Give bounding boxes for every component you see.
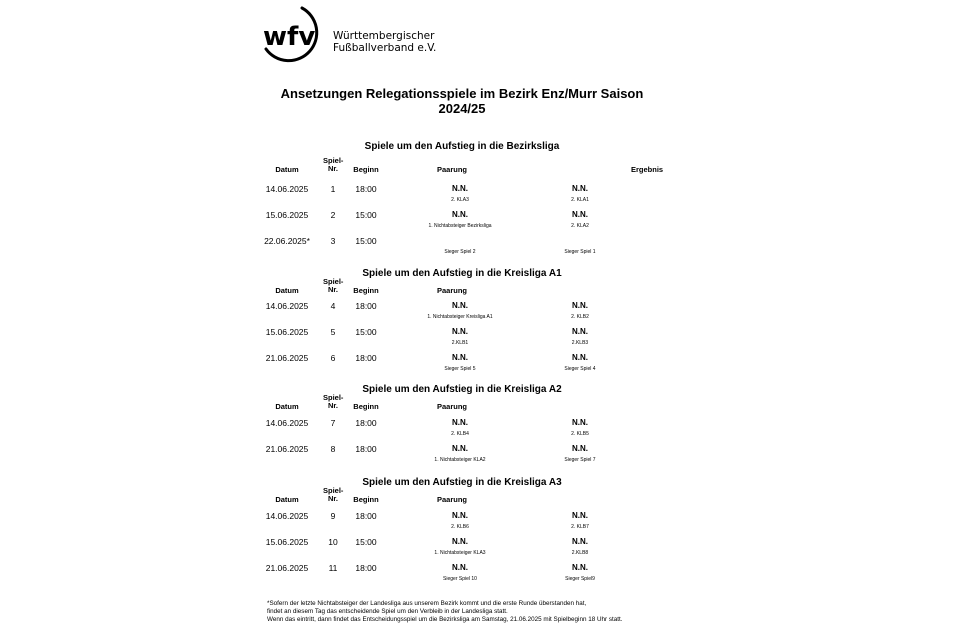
home-team-qualifier: 1. Nichtabsteiger Bezirksliga [428, 223, 492, 229]
home-team-qualifier: 2.KLB1 [451, 340, 469, 346]
home-team-qualifier: 2. KLA3 [451, 197, 469, 203]
game-time: 15:00 [355, 537, 377, 547]
away-team-qualifier: 2.KLB3 [571, 340, 589, 346]
away-team: N.N. [572, 184, 588, 193]
section-title: Spiele um den Aufstieg in die Kreisliga A3 [362, 477, 562, 488]
away-team-qualifier: 2. KLB2 [571, 314, 589, 320]
footnote [267, 600, 623, 624]
game-number: 4 [330, 301, 336, 311]
wfv-logo [262, 5, 522, 67]
home-team-qualifier: 1. Nichtabsteiger KLA3 [434, 550, 486, 556]
home-team: N.N. [452, 444, 468, 453]
footnote-line: *Sofern der letzte Nichtabsteiger der Landesliga aus unserem Bezirk kommt und die erste Runde überstanden hat, [267, 600, 587, 607]
away-team: N.N. [572, 537, 588, 546]
col-header-spiel: Spiel- [323, 486, 344, 495]
away-team: N.N. [572, 563, 588, 572]
away-team-qualifier: Sieger Spiel 1 [564, 249, 596, 255]
col-header-datum: Datum [275, 286, 299, 295]
home-team: N.N. [452, 511, 468, 520]
col-header-beginn: Beginn [353, 402, 379, 411]
home-team-qualifier: Sieger Spiel 10 [443, 576, 477, 582]
game-number: 6 [330, 353, 336, 363]
game-number: 11 [328, 563, 338, 573]
col-header-paarung: Paarung [437, 495, 468, 504]
section-title: Spiele um den Aufstieg in die Bezirksliga [364, 141, 560, 152]
col-header-nr: Nr. [327, 164, 338, 173]
game-time: 18:00 [355, 418, 377, 428]
game-date: 22.06.2025* [264, 236, 310, 246]
home-team: N.N. [452, 301, 468, 310]
col-header-paarung: Paarung [437, 286, 468, 295]
away-team: N.N. [572, 418, 588, 427]
game-time: 18:00 [355, 301, 377, 311]
home-team: N.N. [452, 563, 468, 572]
org-name-line2: Fußballverband e.V. [333, 42, 437, 54]
logo-mark: wfv [263, 22, 316, 52]
game-date: 14.06.2025 [265, 418, 309, 428]
home-team-qualifier: Sieger Spiel 2 [444, 249, 476, 255]
away-team-qualifier: Sieger Spiel9 [565, 576, 595, 582]
away-team: N.N. [572, 511, 588, 520]
away-team: N.N. [572, 353, 588, 362]
game-time: 18:00 [355, 511, 377, 521]
away-team-qualifier: 2. KLA1 [571, 197, 589, 203]
col-header-datum: Datum [275, 165, 299, 174]
home-team: N.N. [452, 210, 468, 219]
game-date: 14.06.2025 [265, 184, 309, 194]
section-title: Spiele um den Aufstieg in die Kreisliga A1 [362, 268, 562, 279]
game-time: 15:00 [355, 210, 377, 220]
game-time: 15:00 [355, 327, 377, 337]
col-header-paarung: Paarung [437, 165, 468, 174]
away-team: N.N. [572, 444, 588, 453]
col-header-ergebnis: Ergebnis [631, 165, 664, 174]
game-number: 8 [330, 444, 336, 454]
game-number: 1 [330, 184, 336, 194]
game-date: 15.06.2025 [265, 327, 309, 337]
col-header-beginn: Beginn [353, 286, 379, 295]
page-title: Ansetzungen Relegationsspiele im Bezirk Enz/Murr Saison [280, 86, 644, 101]
game-date: 21.06.2025 [265, 444, 309, 454]
game-number: 9 [330, 511, 336, 521]
game-date: 15.06.2025 [265, 210, 309, 220]
home-team: N.N. [452, 184, 468, 193]
col-header-spiel: Spiel- [323, 277, 344, 286]
away-team-qualifier: 2. KLB5 [571, 431, 589, 437]
away-team-qualifier: 2. KLA2 [571, 223, 589, 229]
game-date: 21.06.2025 [265, 353, 309, 363]
home-team: N.N. [452, 418, 468, 427]
home-team: N.N. [452, 353, 468, 362]
away-team: N.N. [572, 327, 588, 336]
game-number: 10 [328, 537, 338, 547]
home-team-qualifier: 2. KLB4 [451, 431, 469, 437]
org-name-line1: Württembergischer [333, 30, 435, 42]
game-date: 14.06.2025 [265, 301, 309, 311]
game-number: 3 [330, 236, 336, 246]
away-team: N.N. [572, 210, 588, 219]
col-header-datum: Datum [275, 402, 299, 411]
away-team-qualifier: 2. KLB7 [571, 524, 589, 530]
game-number: 7 [330, 418, 336, 428]
col-header-beginn: Beginn [353, 165, 379, 174]
away-team-qualifier: 2.KLB8 [571, 550, 589, 556]
footnote-line: Wenn das eintritt, dann findet das Entscheidungsspiel um die Bezirksliga am Samstag, 21.06.2025 mit Spielbeginn 18 Uhr statt. [267, 616, 623, 623]
col-header-paarung: Paarung [437, 402, 468, 411]
home-team-qualifier: 1. Nichtabsteiger KLA2 [434, 457, 486, 463]
home-team: N.N. [452, 537, 468, 546]
col-header-spiel: Spiel- [323, 393, 344, 402]
home-team-qualifier: 2. KLB6 [451, 524, 469, 530]
game-time: 18:00 [355, 444, 377, 454]
game-time: 18:00 [355, 353, 377, 363]
col-header-nr: Nr. [327, 401, 338, 410]
game-number: 2 [330, 210, 336, 220]
col-header-spiel: Spiel- [323, 156, 344, 165]
section-title: Spiele um den Aufstieg in die Kreisliga A2 [362, 384, 562, 395]
col-header-nr: Nr. [327, 494, 338, 503]
home-team-qualifier: 1. Nichtabsteiger Kreisliga A1 [427, 314, 493, 320]
wfv-logo-icon [262, 5, 330, 67]
away-team-qualifier: Sieger Spiel 7 [564, 457, 596, 463]
col-header-datum: Datum [275, 495, 299, 504]
game-date: 15.06.2025 [265, 537, 309, 547]
game-number: 5 [330, 327, 336, 337]
col-header-nr: Nr. [327, 285, 338, 294]
home-team: N.N. [452, 327, 468, 336]
game-date: 21.06.2025 [265, 563, 309, 573]
footnote-line: findet an diesem Tag das entscheidende Spiel um den Verbleib in der Landesliga statt. [267, 608, 508, 615]
page-title-season: 2024/25 [438, 101, 486, 116]
away-team-qualifier: Sieger Spiel 4 [564, 366, 596, 372]
col-header-beginn: Beginn [353, 495, 379, 504]
away-team: N.N. [572, 301, 588, 310]
game-time: 18:00 [355, 184, 377, 194]
game-time: 18:00 [355, 563, 377, 573]
game-date: 14.06.2025 [265, 511, 309, 521]
game-time: 15:00 [355, 236, 377, 246]
home-team-qualifier: Sieger Spiel 5 [444, 366, 476, 372]
